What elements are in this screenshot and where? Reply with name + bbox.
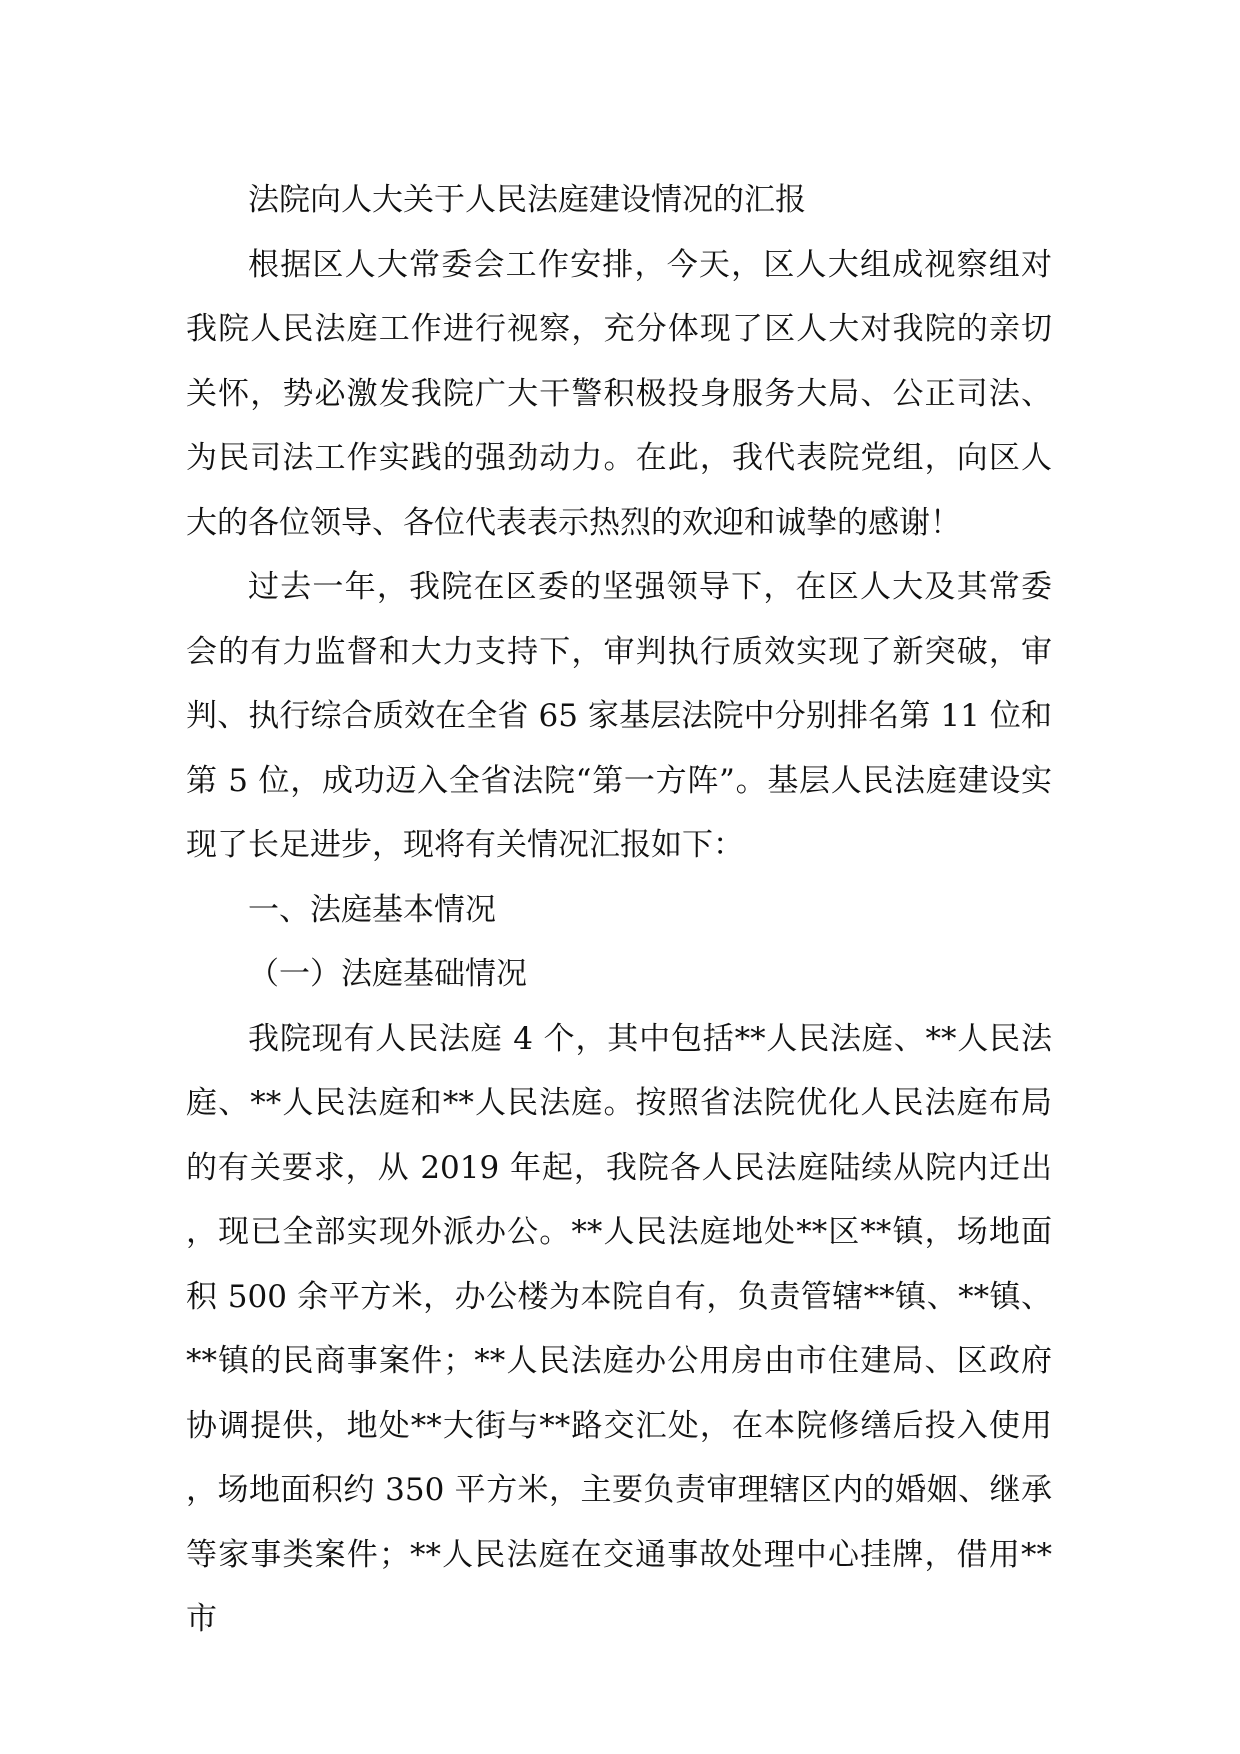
section-heading: 一、法庭基本情况 bbox=[248, 891, 496, 928]
document-title: 法院向人大关于人民法庭建设情况的汇报 bbox=[248, 182, 806, 218]
subsection-heading: （一）法庭基础情况 bbox=[248, 956, 527, 992]
paragraph-court-basics: 我院现有人民法庭 4 个，其中包括**人民法庭、**人民法庭、**人民法庭和**人民法庭。按照省法院优化人民法庭布局的有关要求，从 2019 年起，我院各人民法庭陆续从院内迁出，现已全部实现外派办公。**人民法庭地处**区**镇，场地面积 500 余平方米，办公楼为本院自有，负责管辖**镇、**镇、**镇的民商事案件；**人民法庭办公用房由市住建局、区政府协调提供，地处**大街与**路交汇处，在本院修缮后投入使用，场地面积约 350 平方米，主要负责审理辖区内的婚姻、继承等家事类案件；**人民法庭在交通事故处理中心挂牌，借用**市 bbox=[186, 1020, 1052, 1637]
document-body bbox=[186, 168, 1052, 1652]
paragraph-past-year: 过去一年，我院在区委的坚强领导下，在区人大及其常委会的有力监督和大力支持下，审判执行质效实现了新突破，审判、执行综合质效在全省 65 家基层法院中分别排名第 11 位和第 5 位，成功迈入全省法院“第一方阵”。基层人民法庭建设实现了长足进步，现将有关情况汇报如下： bbox=[186, 569, 1052, 863]
paragraph-intro: 根据区人大常委会工作安排，今天，区人大组成视察组对我院人民法庭工作进行视察，充分体现了区人大对我院的亲切关怀，势必激发我院广大干警积极投身服务大局、公正司法、为民司法工作实践的强劲动力。在此，我代表院党组，向区人大的各位领导、各位代表表示热烈的欢迎和诚挚的感谢！ bbox=[186, 246, 1052, 541]
